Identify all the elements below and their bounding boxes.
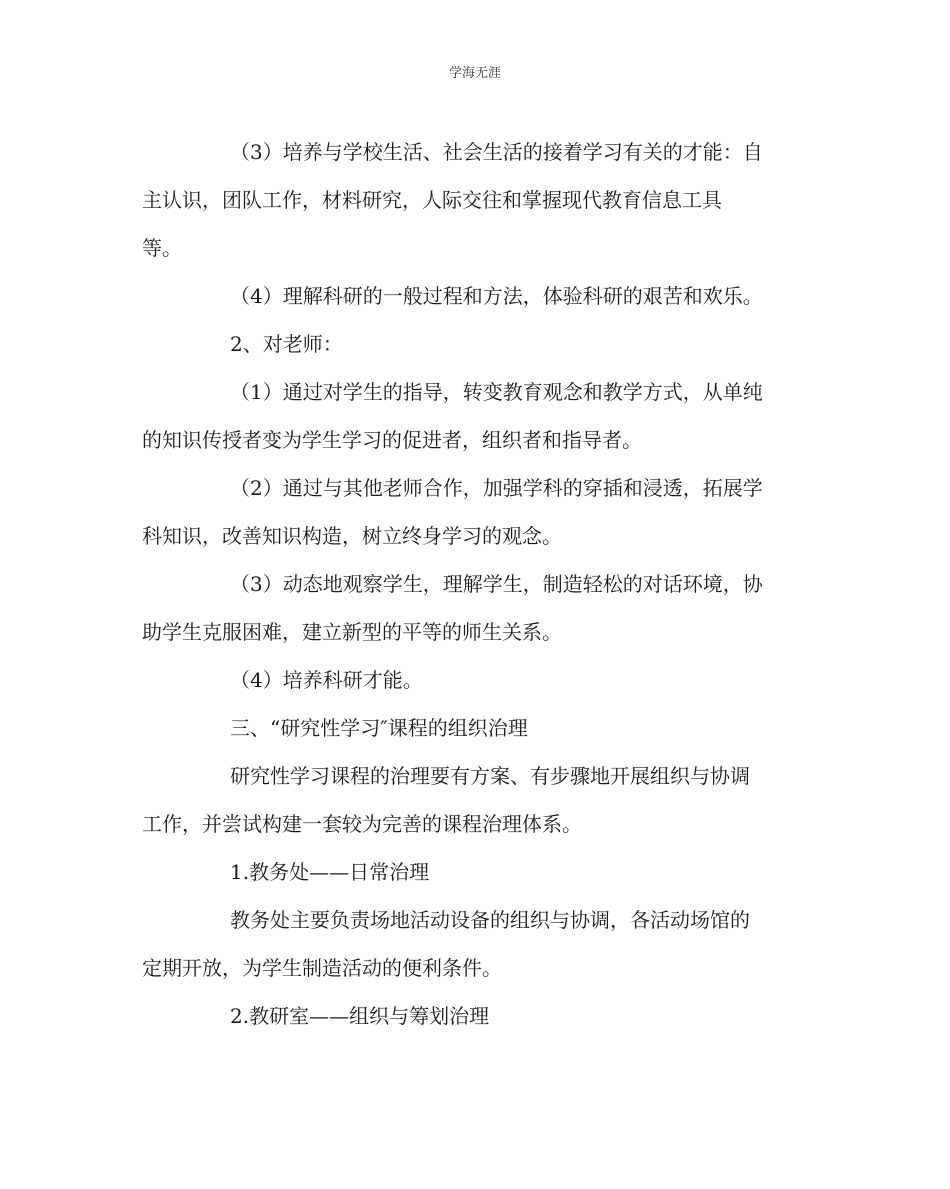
text-line: （1）通过对学生的指导，转变教育观念和教学方式，从单纯	[230, 380, 763, 404]
paragraph	[142, 992, 808, 1040]
paragraph	[142, 464, 808, 560]
text-line: （3）动态地观察学生，理解学生，制造轻松的对话环境，协	[230, 572, 763, 596]
text-line: （2）通过与其他老师合作，加强学科的穿插和浸透，拓展学	[230, 476, 763, 500]
text-line: 工作，并尝试构建一套较为完善的课程治理体系。	[142, 812, 582, 836]
paragraph	[142, 704, 808, 752]
paragraph	[142, 896, 808, 992]
paragraph	[142, 560, 808, 656]
text-line: 定期开放，为学生制造活动的便利条件。	[142, 956, 502, 980]
text-line: （4）培养科研才能。	[230, 668, 423, 692]
text-line: 的知识传授者变为学生学习的促进者，组织者和指导者。	[142, 428, 642, 452]
paragraph	[142, 848, 808, 896]
text-line: 教务处主要负责场地活动设备的组织与协调，各活动场馆的	[230, 908, 750, 932]
text-line: （4）理解科研的一般过程和方法，体验科研的艰苦和欢乐。	[230, 284, 763, 308]
paragraph	[142, 272, 808, 320]
subsection-heading: 2.教研室——组织与筹划治理	[230, 1004, 490, 1028]
paragraph	[142, 656, 808, 704]
page-header: 学海无涯	[448, 66, 501, 81]
subsection-heading: 1.教务处——日常治理	[230, 860, 430, 884]
paragraph	[142, 128, 808, 272]
paragraph	[142, 752, 808, 848]
text-line: 主认识，团队工作，材料研究，人际交往和掌握现代教育信息工具	[142, 188, 722, 212]
text-line: 科知识，改善知识构造，树立终身学习的观念。	[142, 524, 562, 548]
text-line: 研究性学习课程的治理要有方案、有步骤地开展组织与协调	[230, 764, 750, 788]
document-body	[142, 128, 808, 1040]
text-line: 等。	[142, 236, 182, 260]
text-line: （3）培养与学校生活、社会生活的接着学习有关的才能：自	[230, 140, 763, 164]
paragraph	[142, 368, 808, 464]
text-line: 2、对老师：	[230, 332, 343, 356]
section-heading: 三、“研究性学习″课程的组织治理	[230, 716, 528, 740]
text-line: 助学生克服困难，建立新型的平等的师生关系。	[142, 620, 562, 644]
paragraph	[142, 320, 808, 368]
